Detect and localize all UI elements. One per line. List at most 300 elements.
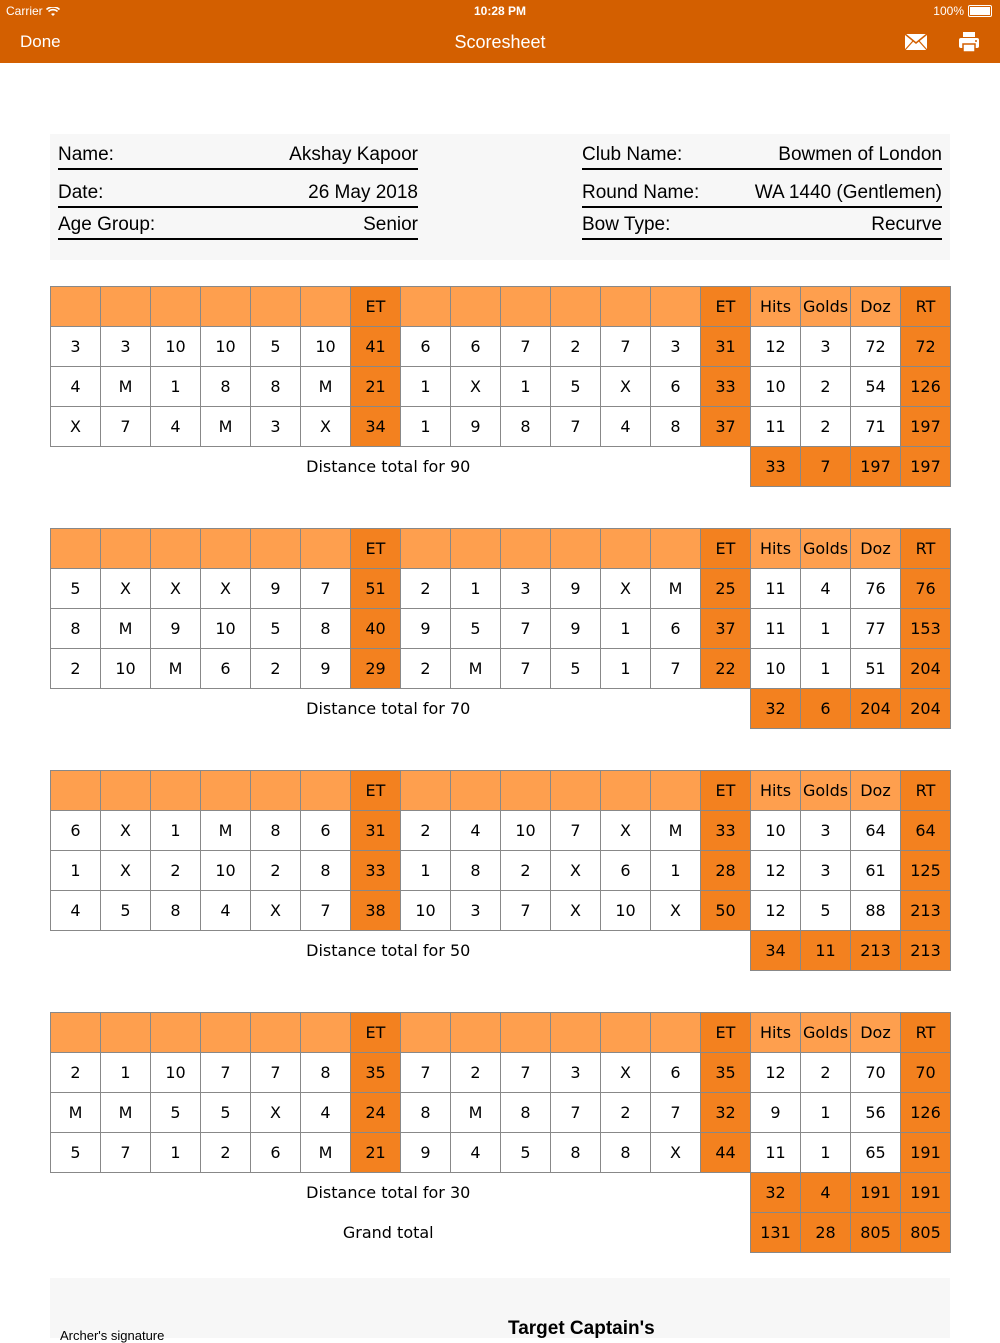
arrow-score-cell: 3 [51, 327, 101, 367]
end-total-cell: 41 [351, 327, 401, 367]
done-button[interactable]: Done [20, 32, 61, 51]
arrow-score-cell: 1 [51, 851, 101, 891]
golds-cell: 3 [801, 811, 851, 851]
arrow-score-cell: M [451, 649, 501, 689]
arrow-score-cell: 4 [451, 811, 501, 851]
arrow-header-cell [551, 287, 601, 327]
dozen-cell: 64 [851, 811, 901, 851]
running-total-cell: 70 [901, 1053, 951, 1093]
arrow-header-cell [201, 529, 251, 569]
arrow-header-cell [451, 771, 501, 811]
arrow-score-cell: X [551, 851, 601, 891]
arrow-score-cell: M [301, 367, 351, 407]
arrow-score-cell: M [651, 811, 701, 851]
distance-total-row-value: 213 [901, 931, 951, 971]
archer-info-panel [50, 134, 950, 260]
rt-header: RT [901, 287, 951, 327]
arrow-score-cell: 8 [201, 367, 251, 407]
hits-cell: 12 [751, 851, 801, 891]
battery-percent: 100% [933, 4, 964, 18]
arrow-score-cell: M [451, 1093, 501, 1133]
distance-total-row-value: 213 [851, 931, 901, 971]
arrow-score-cell: 1 [151, 811, 201, 851]
score-table [50, 1012, 951, 1253]
arrow-score-cell: X [601, 1053, 651, 1093]
status-bar [0, 0, 1000, 22]
running-total-cell: 125 [901, 851, 951, 891]
date-field [58, 174, 418, 208]
arrow-header-cell [601, 1013, 651, 1053]
golds-header: Golds [801, 529, 851, 569]
arrow-score-cell: X [551, 891, 601, 931]
arrow-score-cell: 8 [501, 407, 551, 447]
arrow-score-cell: 2 [251, 649, 301, 689]
arrow-score-cell: 4 [301, 1093, 351, 1133]
score-table [50, 528, 951, 729]
arrow-header-cell [501, 287, 551, 327]
battery-indicator [933, 4, 992, 18]
running-total-cell: 76 [901, 569, 951, 609]
round-name-field [582, 174, 942, 208]
arrow-score-cell: 9 [451, 407, 501, 447]
arrow-header-cell [301, 1013, 351, 1053]
target-captain-label: Target Captain's [508, 1318, 655, 1339]
arrow-score-cell: 2 [401, 811, 451, 851]
distance-total-row-value: 32 [751, 689, 801, 729]
arrow-score-cell: 8 [401, 1093, 451, 1133]
arrow-header-cell [601, 287, 651, 327]
hits-cell: 11 [751, 569, 801, 609]
hits-cell: 12 [751, 327, 801, 367]
arrow-score-cell: 1 [401, 851, 451, 891]
arrow-score-cell: 10 [151, 1053, 201, 1093]
arrow-header-cell [451, 529, 501, 569]
clock: 10:28 PM [473, 4, 527, 18]
arrow-score-cell: X [201, 569, 251, 609]
table-row [51, 1133, 951, 1173]
end-total-cell: 37 [701, 407, 751, 447]
arrow-score-cell: 6 [601, 851, 651, 891]
arrow-header-cell [101, 287, 151, 327]
arrow-score-cell: 2 [551, 327, 601, 367]
running-total-cell: 64 [901, 811, 951, 851]
golds-cell: 1 [801, 609, 851, 649]
hits-cell: 10 [751, 649, 801, 689]
table-row [51, 407, 951, 447]
arrow-header-cell [301, 287, 351, 327]
navigation-bar [0, 22, 1000, 63]
print-icon[interactable] [957, 30, 981, 54]
arrow-header-cell [151, 287, 201, 327]
end-total-cell: 40 [351, 609, 401, 649]
distance-total-row-value: 4 [801, 1173, 851, 1213]
arrow-score-cell: 6 [201, 649, 251, 689]
arrow-header-cell [151, 771, 201, 811]
dozen-cell: 56 [851, 1093, 901, 1133]
arrow-score-cell: X [101, 569, 151, 609]
arrow-score-cell: 8 [301, 609, 351, 649]
arrow-score-cell: 5 [251, 327, 301, 367]
end-total-cell: 31 [701, 327, 751, 367]
arrow-score-cell: 7 [501, 891, 551, 931]
golds-cell: 1 [801, 649, 851, 689]
arrow-header-cell [451, 1013, 501, 1053]
distance-total-row-value: 11 [801, 931, 851, 971]
dozen-cell: 72 [851, 327, 901, 367]
distance-total-row-value: 6 [801, 689, 851, 729]
arrow-score-cell: 1 [601, 649, 651, 689]
arrow-score-cell: 5 [51, 1133, 101, 1173]
arrow-score-cell: 5 [451, 609, 501, 649]
distance-total-row [51, 447, 951, 487]
end-total-cell: 50 [701, 891, 751, 931]
age-group-label: Age Group: [58, 214, 156, 235]
distance-total-row-value: 204 [901, 689, 951, 729]
arrow-score-cell: M [651, 569, 701, 609]
table-row [51, 1053, 951, 1093]
grand-total-row-value: 805 [851, 1213, 901, 1253]
arrow-score-cell: 6 [301, 811, 351, 851]
arrow-score-cell: 2 [501, 851, 551, 891]
arrow-header-cell [451, 287, 501, 327]
arrow-score-cell: 7 [101, 1133, 151, 1173]
score-table [50, 286, 951, 487]
table-row [51, 327, 951, 367]
arrow-score-cell: 1 [401, 367, 451, 407]
arrow-score-cell: 2 [51, 1053, 101, 1093]
golds-cell: 3 [801, 327, 851, 367]
end-total-cell: 35 [351, 1053, 401, 1093]
arrow-score-cell: 9 [551, 569, 601, 609]
arrow-score-cell: 3 [101, 327, 151, 367]
running-total-cell: 126 [901, 1093, 951, 1133]
page-title: Scoresheet [454, 32, 546, 52]
end-total-cell: 51 [351, 569, 401, 609]
arrow-score-cell: 6 [401, 327, 451, 367]
battery-icon [968, 5, 992, 17]
club-name-label: Club Name: [582, 144, 683, 165]
arrow-header-cell [251, 1013, 301, 1053]
golds-header: Golds [801, 771, 851, 811]
table-row [51, 367, 951, 407]
arrow-score-cell: 3 [651, 327, 701, 367]
doz-header: Doz [851, 771, 901, 811]
arrow-score-cell: 10 [101, 649, 151, 689]
end-total-cell: 33 [701, 811, 751, 851]
table-row [51, 649, 951, 689]
end-total-cell: 33 [701, 367, 751, 407]
hits-header: Hits [751, 529, 801, 569]
arrow-score-cell: 6 [51, 811, 101, 851]
end-total-cell: 32 [701, 1093, 751, 1133]
rt-header: RT [901, 1013, 951, 1053]
arrow-score-cell: X [101, 811, 151, 851]
arrow-score-cell: 8 [651, 407, 701, 447]
grand-total-row-value: 131 [751, 1213, 801, 1253]
arrow-score-cell: 8 [151, 891, 201, 931]
arrow-score-cell: 10 [401, 891, 451, 931]
table-header-row [51, 287, 951, 327]
distance-total-row [51, 931, 951, 971]
date-value: 26 May 2018 [308, 182, 418, 203]
arrow-score-cell: 5 [251, 609, 301, 649]
arrow-score-cell: 5 [501, 1133, 551, 1173]
arrow-score-cell: 4 [51, 891, 101, 931]
arrow-header-cell [101, 771, 151, 811]
bow-type-value: Recurve [871, 214, 942, 235]
arrow-score-cell: 6 [251, 1133, 301, 1173]
arrow-header-cell [101, 1013, 151, 1053]
golds-cell: 1 [801, 1133, 851, 1173]
end-total-cell: 37 [701, 609, 751, 649]
hits-cell: 12 [751, 1053, 801, 1093]
rt-header: RT [901, 771, 951, 811]
mail-icon[interactable] [904, 32, 928, 52]
arrow-header-cell [201, 1013, 251, 1053]
arrow-score-cell: 3 [451, 891, 501, 931]
arrow-score-cell: 8 [301, 1053, 351, 1093]
arrow-score-cell: X [101, 851, 151, 891]
arrow-score-cell: 8 [251, 367, 301, 407]
golds-cell: 4 [801, 569, 851, 609]
arrow-score-cell: 1 [101, 1053, 151, 1093]
distance-total-row-value: 191 [851, 1173, 901, 1213]
dozen-cell: 54 [851, 367, 901, 407]
arrow-score-cell: X [601, 367, 651, 407]
arrow-score-cell: 3 [551, 1053, 601, 1093]
arrow-score-cell: 7 [501, 1053, 551, 1093]
arrow-score-cell: 10 [201, 609, 251, 649]
arrow-score-cell: 7 [651, 1093, 701, 1133]
arrow-score-cell: 7 [401, 1053, 451, 1093]
golds-cell: 5 [801, 891, 851, 931]
arrow-header-cell [551, 1013, 601, 1053]
arrow-header-cell [501, 1013, 551, 1053]
arrow-score-cell: 8 [251, 811, 301, 851]
arrow-score-cell: 7 [201, 1053, 251, 1093]
date-label: Date: [58, 182, 104, 203]
distance-total-row-value: 191 [901, 1173, 951, 1213]
distance-total-row [51, 1173, 951, 1213]
golds-cell: 2 [801, 367, 851, 407]
hits-cell: 10 [751, 811, 801, 851]
arrow-header-cell [551, 529, 601, 569]
arrow-score-cell: X [151, 569, 201, 609]
running-total-cell: 204 [901, 649, 951, 689]
arrow-header-cell [201, 287, 251, 327]
et-header: ET [701, 529, 751, 569]
arrow-score-cell: 7 [301, 891, 351, 931]
end-total-cell: 44 [701, 1133, 751, 1173]
running-total-cell: 213 [901, 891, 951, 931]
arrow-score-cell: 7 [551, 1093, 601, 1133]
end-total-cell: 38 [351, 891, 401, 931]
end-total-cell: 33 [351, 851, 401, 891]
round-name-label: Round Name: [582, 182, 700, 203]
arrow-score-cell: 6 [651, 609, 701, 649]
running-total-cell: 126 [901, 367, 951, 407]
et-header: ET [701, 1013, 751, 1053]
distance-total-row-label: Distance total for 50 [306, 941, 471, 961]
arrow-header-cell [301, 529, 351, 569]
arrow-score-cell: 7 [501, 649, 551, 689]
et-header: ET [351, 1013, 401, 1053]
arrow-score-cell: 6 [651, 1053, 701, 1093]
carrier-text: Carrier [6, 4, 43, 18]
hits-header: Hits [751, 287, 801, 327]
hits-cell: 11 [751, 407, 801, 447]
arrow-score-cell: 6 [651, 367, 701, 407]
arrow-header-cell [601, 529, 651, 569]
score-table [50, 770, 951, 971]
grand-total-row [51, 1213, 951, 1253]
arrow-score-cell: M [101, 609, 151, 649]
arrow-score-cell: 2 [201, 1133, 251, 1173]
arrow-score-cell: 7 [551, 811, 601, 851]
arrow-score-cell: M [151, 649, 201, 689]
distance-total-row-value: 204 [851, 689, 901, 729]
arrow-score-cell: 2 [251, 851, 301, 891]
arrow-score-cell: 7 [101, 407, 151, 447]
arrow-score-cell: 8 [601, 1133, 651, 1173]
arrow-header-cell [401, 771, 451, 811]
arrow-score-cell: 7 [551, 407, 601, 447]
dozen-cell: 70 [851, 1053, 901, 1093]
arrow-header-cell [251, 771, 301, 811]
arrow-header-cell [551, 771, 601, 811]
arrow-header-cell [151, 529, 201, 569]
end-total-cell: 21 [351, 1133, 401, 1173]
arrow-score-cell: 5 [101, 891, 151, 931]
hits-cell: 9 [751, 1093, 801, 1133]
arrow-score-cell: 9 [151, 609, 201, 649]
arrow-header-cell [401, 287, 451, 327]
arrow-score-cell: 3 [251, 407, 301, 447]
arrow-score-cell: 2 [451, 1053, 501, 1093]
arrow-score-cell: X [251, 1093, 301, 1133]
running-total-cell: 197 [901, 407, 951, 447]
arrow-score-cell: 7 [601, 327, 651, 367]
arrow-header-cell [651, 1013, 701, 1053]
arrow-score-cell: 4 [201, 891, 251, 931]
arrow-header-cell [401, 1013, 451, 1053]
arrow-score-cell: 10 [301, 327, 351, 367]
grand-total-row-value: 28 [801, 1213, 851, 1253]
arrow-score-cell: 9 [401, 1133, 451, 1173]
arrow-header-cell [51, 529, 101, 569]
distance-total-row-value: 7 [801, 447, 851, 487]
age-group-field [58, 206, 418, 240]
end-total-cell: 35 [701, 1053, 751, 1093]
age-group-value: Senior [363, 214, 418, 235]
dozen-cell: 51 [851, 649, 901, 689]
arrow-score-cell: 10 [501, 811, 551, 851]
arrow-score-cell: 2 [601, 1093, 651, 1133]
et-header: ET [351, 771, 401, 811]
arrow-score-cell: 4 [601, 407, 651, 447]
arrow-score-cell: 8 [551, 1133, 601, 1173]
arrow-score-cell: M [201, 811, 251, 851]
end-total-cell: 31 [351, 811, 401, 851]
distance-total-row-value: 33 [751, 447, 801, 487]
hits-cell: 12 [751, 891, 801, 931]
arrow-header-cell [151, 1013, 201, 1053]
arrow-header-cell [51, 287, 101, 327]
arrow-score-cell: 5 [51, 569, 101, 609]
arrow-score-cell: 1 [501, 367, 551, 407]
dozen-cell: 88 [851, 891, 901, 931]
dozen-cell: 61 [851, 851, 901, 891]
arrow-header-cell [401, 529, 451, 569]
table-row [51, 891, 951, 931]
arrow-header-cell [501, 771, 551, 811]
hits-cell: 10 [751, 367, 801, 407]
running-total-cell: 191 [901, 1133, 951, 1173]
et-header: ET [351, 529, 401, 569]
doz-header: Doz [851, 287, 901, 327]
arrow-score-cell: 2 [401, 569, 451, 609]
arrow-score-cell: X [651, 1133, 701, 1173]
arrow-score-cell: 1 [601, 609, 651, 649]
dozen-cell: 76 [851, 569, 901, 609]
name-value: Akshay Kapoor [289, 144, 418, 165]
arrow-score-cell: 4 [151, 407, 201, 447]
archer-signature-label: Archer's signature [60, 1328, 165, 1343]
end-total-cell: 34 [351, 407, 401, 447]
end-total-cell: 29 [351, 649, 401, 689]
arrow-header-cell [501, 529, 551, 569]
table-header-row [51, 1013, 951, 1053]
arrow-score-cell: 5 [551, 649, 601, 689]
arrow-score-cell: 8 [451, 851, 501, 891]
golds-cell: 2 [801, 1053, 851, 1093]
distance-total-row-label: Distance total for 90 [306, 457, 471, 477]
name-field [58, 136, 418, 170]
arrow-score-cell: 10 [201, 327, 251, 367]
arrow-score-cell: 9 [401, 609, 451, 649]
arrow-score-cell: 4 [51, 367, 101, 407]
dozen-cell: 71 [851, 407, 901, 447]
arrow-header-cell [301, 771, 351, 811]
hits-cell: 11 [751, 1133, 801, 1173]
arrow-score-cell: 2 [151, 851, 201, 891]
distance-total-row-value: 197 [851, 447, 901, 487]
arrow-score-cell: 5 [551, 367, 601, 407]
arrow-score-cell: M [101, 1093, 151, 1133]
dozen-cell: 77 [851, 609, 901, 649]
arrow-score-cell: 5 [151, 1093, 201, 1133]
arrow-score-cell: 5 [201, 1093, 251, 1133]
arrow-score-cell: 8 [51, 609, 101, 649]
arrow-score-cell: X [251, 891, 301, 931]
arrow-score-cell: 1 [451, 569, 501, 609]
arrow-score-cell: X [601, 811, 651, 851]
arrow-score-cell: 2 [51, 649, 101, 689]
arrow-score-cell: 1 [651, 851, 701, 891]
arrow-score-cell: X [601, 569, 651, 609]
grand-total-row-label: Grand total [342, 1223, 434, 1242]
table-row [51, 609, 951, 649]
arrow-score-cell: 9 [251, 569, 301, 609]
hits-header: Hits [751, 771, 801, 811]
club-name-field [582, 136, 942, 170]
club-name-value: Bowmen of London [778, 144, 942, 165]
arrow-score-cell: M [201, 407, 251, 447]
arrow-header-cell [51, 771, 101, 811]
arrow-score-cell: 10 [601, 891, 651, 931]
end-total-cell: 24 [351, 1093, 401, 1133]
distance-total-row-value: 197 [901, 447, 951, 487]
